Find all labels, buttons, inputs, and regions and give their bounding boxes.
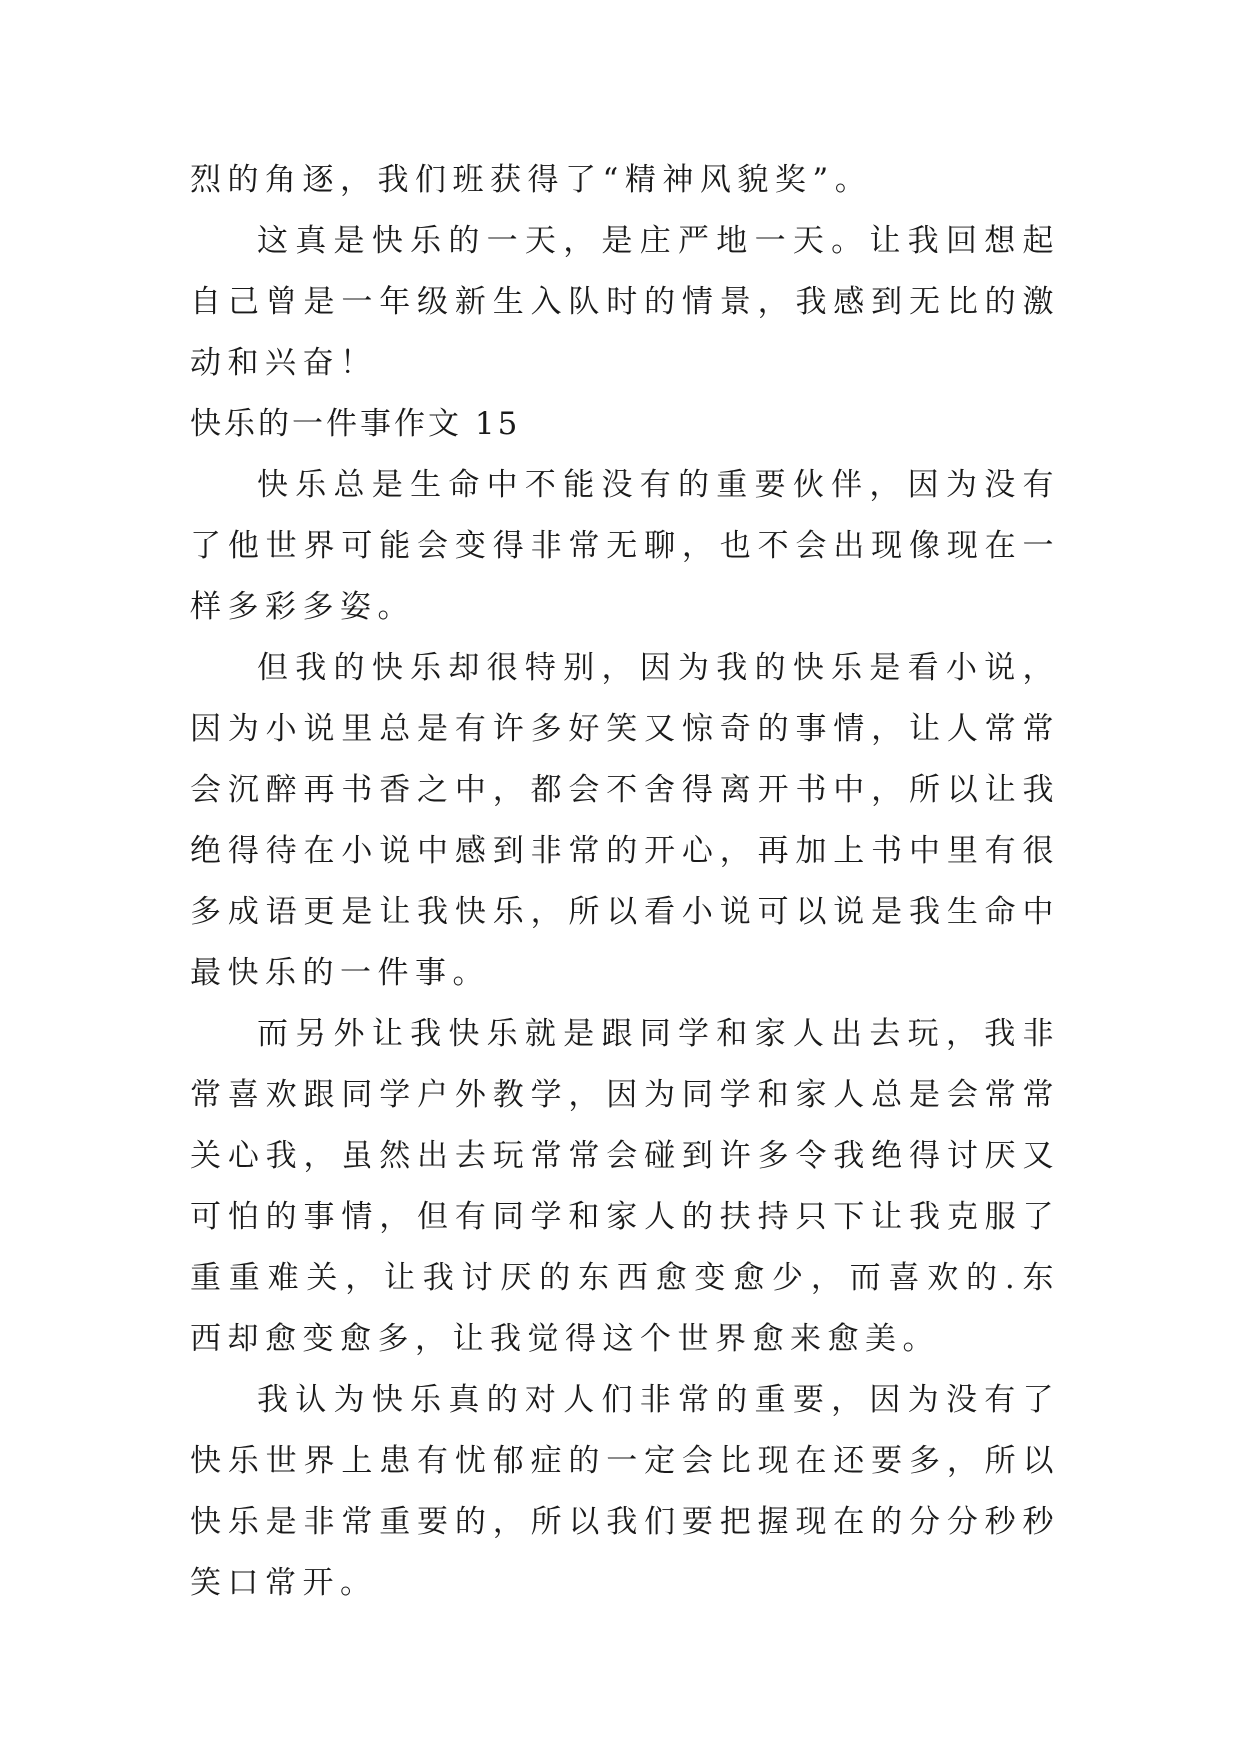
paragraph-continuation: 烈的角逐，我们班获得了“精神风貌奖”。 [190, 162, 873, 198]
paragraph-going-out: 而另外让我快乐就是跟同学和家人出去玩，我非常喜欢跟同学户外教学，因为同学和家人总是会常常关心我，虽然出去玩常常会碰到许多令我绝得讨厌又可怕的事情，但有同学和家人的扶持只下让我克服了重重难关，让我讨厌的东西愈变愈少，而喜欢的.东西却愈变愈多，让我觉得这个世界愈来愈美。 [190, 1016, 1060, 1357]
paragraph-reading-novels: 但我的快乐却很特别，因为我的快乐是看小说，因为小说里总是有许多好笑又惊奇的事情，让人常常会沉醉再书香之中，都会不舍得离开书中，所以让我绝得待在小说中感到非常的开心，再加上书中里有很多成语更是让我快乐，所以看小说可以说是我生命中最快乐的一件事。 [190, 650, 1060, 991]
paragraph-conclusion: 我认为快乐真的对人们非常的重要，因为没有了快乐世界上患有忧郁症的一定会比现在还要多，所以快乐是非常重要的，所以我们要把握现在的分分秒秒笑口常开。 [190, 1382, 1060, 1601]
section-heading: 快乐的一件事作文 15 [190, 406, 521, 442]
paragraph-happy-day: 这真是快乐的一天，是庄严地一天。让我回想起自己曾是一年级新生入队时的情景，我感到无比的激动和兴奋！ [190, 223, 1060, 381]
document-page [190, 150, 1060, 1614]
paragraph-happiness-partner: 快乐总是生命中不能没有的重要伙伴，因为没有了他世界可能会变得非常无聊，也不会出现像现在一样多彩多姿。 [190, 467, 1060, 625]
